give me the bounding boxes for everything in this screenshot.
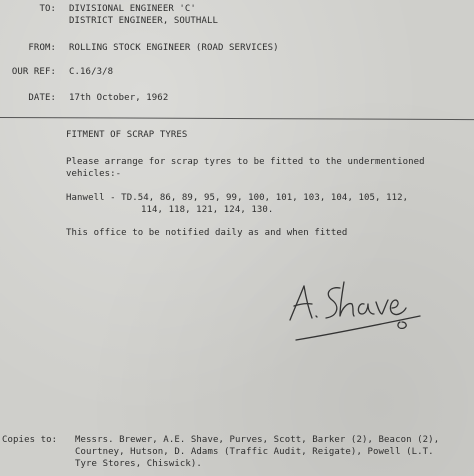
copies-line-1: Messrs. Brewer, A.E. Shave, Purves, Scott, Barker (2), Beacon (2), bbox=[75, 435, 440, 445]
from-value: ROLLING STOCK ENGINEER (ROAD SERVICES) bbox=[69, 43, 279, 53]
vehicle-list-line-1: Hanwell - TD.54, 86, 89, 95, 99, 100, 101, 103, 104, 105, 112, bbox=[66, 193, 409, 203]
subject-line: FITMENT OF SCRAP TYRES bbox=[66, 130, 188, 140]
instruction-line-1: Please arrange for scrap tyres to be fitted to the undermentioned bbox=[66, 157, 425, 167]
to-recipient-line-2: DISTRICT ENGINEER, SOUTHALL bbox=[69, 16, 218, 26]
our-ref-value: C.16/3/8 bbox=[69, 67, 114, 77]
to-recipient-line-1: DIVISIONAL ENGINEER 'C' bbox=[69, 4, 196, 14]
header-divider bbox=[0, 117, 474, 120]
instruction-line-2: vehicles:- bbox=[66, 169, 122, 179]
vehicle-list-line-2: 114, 118, 121, 124, 130. bbox=[141, 205, 274, 215]
date-value: 17th October, 1962 bbox=[69, 93, 169, 103]
copies-line-3: Tyre Stores, Chiswick). bbox=[75, 459, 202, 469]
handwritten-signature bbox=[282, 258, 432, 348]
from-label: FROM: bbox=[28, 43, 56, 53]
copies-line-2: Courtney, Hutson, D. Adams (Traffic Audit, Reigate), Powell (L.T. bbox=[75, 447, 434, 457]
copies-label: Copies to: bbox=[2, 435, 58, 445]
to-label: TO: bbox=[39, 4, 56, 14]
date-label: DATE: bbox=[28, 93, 56, 103]
our-ref-label: OUR REF: bbox=[11, 67, 56, 77]
notification-line: This office to be notified daily as and when fitted bbox=[66, 228, 348, 238]
